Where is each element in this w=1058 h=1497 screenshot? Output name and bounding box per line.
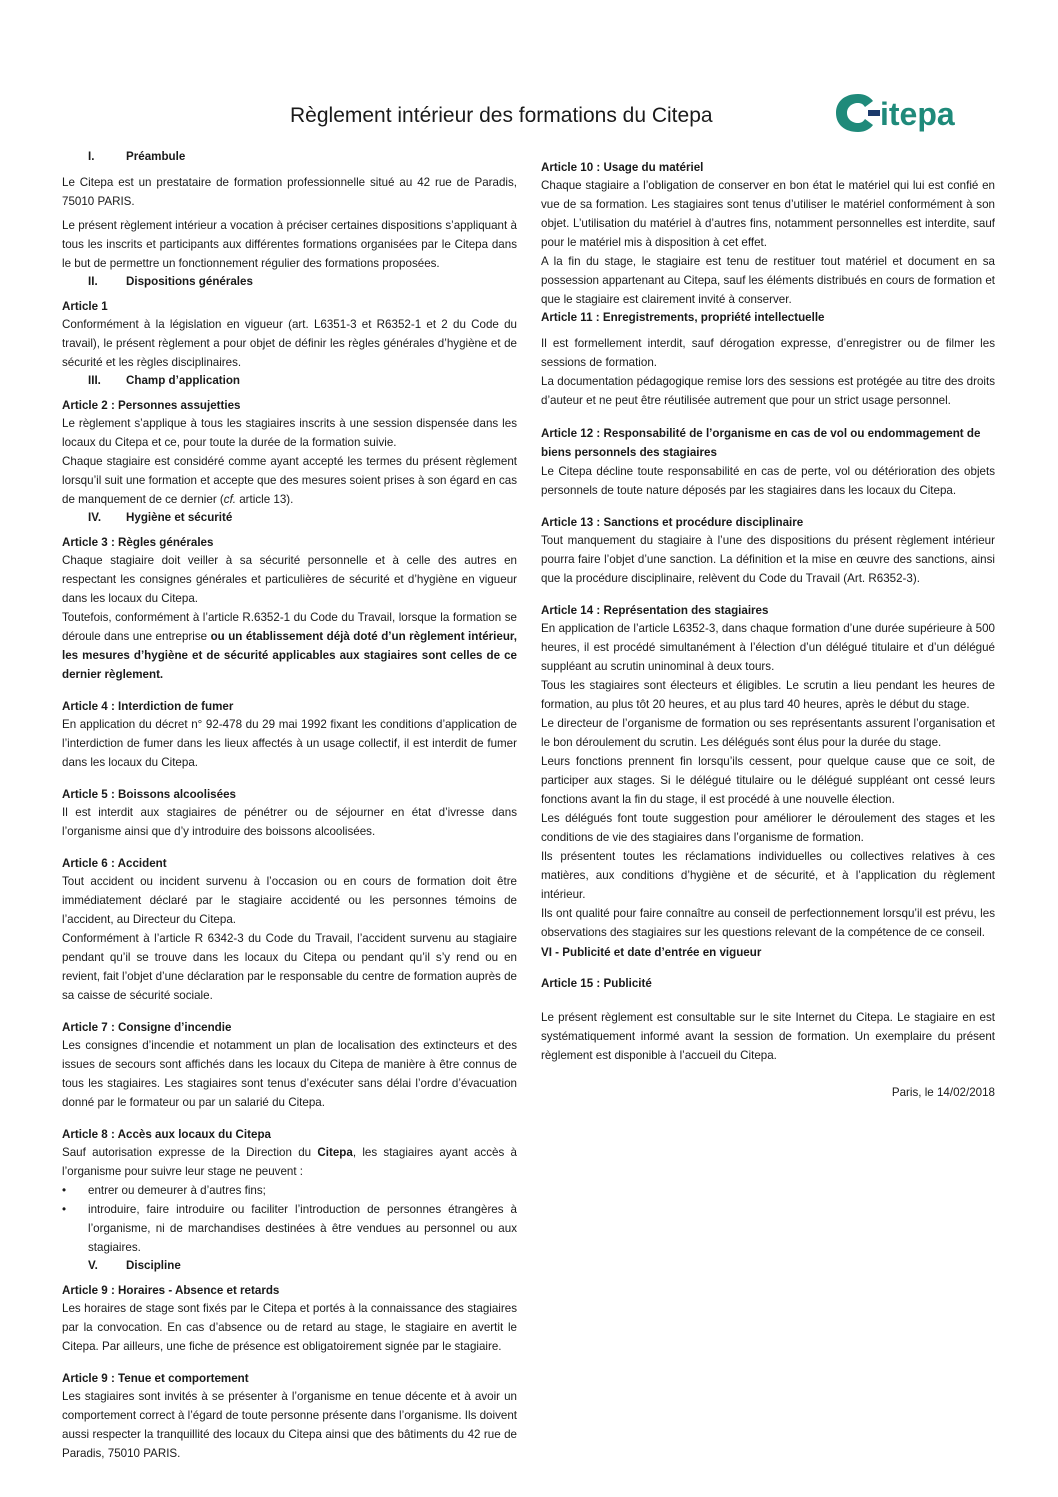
paragraph: Ils ont qualité pour faire connaître au conseil de perfectionnement lorsqu’il est prévu, les observations des stagiaires sur les questions relevant de la compétence de ce conseil.: [541, 907, 995, 939]
section-heading-1: I. Préambule: [88, 150, 186, 163]
paragraph: Les stagiaires sont invités à se présenter à l’organisme en tenue décente et à avoir un comportement correct à l’égard de toute personne présente dans l’organisme. Ils doivent aussi respecter la tranquillité des locaux du Citepa ainsi que des bâtiments du 42 rue de Paradis, 75010 PARIS.: [62, 1390, 517, 1460]
logo-mark-icon: [836, 94, 880, 132]
paragraph: Il est formellement interdit, sauf dérogation expresse, d’enregistrer ou de filmer les sessions de formation.: [541, 337, 995, 369]
citepa-logo: [832, 88, 982, 136]
paragraph: Chaque stagiaire est considéré comme ayant accepté les termes du présent règlement lorsqu’il suit une formation et accepte que des mesures soient prises à son égard en cas de manquement de ce dernier (cf. article 13).: [62, 455, 517, 506]
article-title: Article 15 : Publicité: [541, 977, 652, 990]
paragraph: En application du décret n° 92-478 du 29 mai 1992 fixant les conditions d’application de l’interdiction de fumer dans les lieux affectés à un usage collectif, il est interdit de fumer dans les locaux du Citepa.: [62, 718, 517, 769]
paragraph: Sauf autorisation expresse de la Direction du Citepa, les stagiaires ayant accès à l’organisme pour suivre leur stage ne peuvent :: [62, 1146, 517, 1178]
paragraph: Le Citepa décline toute responsabilité en cas de perte, vol ou détérioration des objets personnels de toute nature déposés par les stagiaires dans les locaux du Citepa.: [541, 465, 995, 497]
page-title: Règlement intérieur des formations du Citepa: [290, 104, 713, 127]
article-title: Article 13 : Sanctions et procédure disciplinaire: [541, 516, 804, 529]
paragraph: Les consignes d’incendie et notamment un plan de localisation des extincteurs et des issues de secours sont affichés dans les locaux du Citepa de manière à être connus de tous les stagiaires. Les stagiaires sont tenus d’exécuter sans délai l’ordre d’évacuation donné par le formateur ou par un salarié du Citepa.: [62, 1039, 517, 1109]
paragraph: La documentation pédagogique remise lors des sessions est protégée au titre des droits d’auteur et ne peut être réutilisée autrement que pour un strict usage personnel.: [541, 375, 995, 407]
article-title: Article 1: [62, 300, 108, 313]
paragraph: Tous les stagiaires sont électeurs et éligibles. Le scrutin a lieu pendant les heures de formation, au plus tôt 20 heures, et au plus tard 40 heures, après le début du stage.: [541, 679, 995, 711]
article-title: Article 8 : Accès aux locaux du Citepa: [62, 1128, 271, 1141]
paragraph: Il est interdit aux stagiaires de pénétrer ou de séjourner en état d’ivresse dans l’organisme ainsi que d’y introduire des boissons alcoolisées.: [62, 806, 517, 838]
article-title: Article 14 : Représentation des stagiaires: [541, 604, 769, 617]
section-heading-6: VI - Publicité et date d’entrée en vigueur: [541, 946, 762, 959]
right-column: [541, 159, 995, 1102]
left-column: [62, 148, 517, 1463]
paragraph: Le règlement s’applique à tous les stagiaires inscrits à une session dispensée dans les locaux du Citepa et ce, pour toute la durée de la formation suivie.: [62, 417, 517, 449]
article-title: Article 9 : Tenue et comportement: [62, 1372, 249, 1385]
article-title: Article 2 : Personnes assujetties: [62, 399, 241, 412]
paragraph: Le présent règlement est consultable sur le site Internet du Citepa. Le stagiaire en est systématiquement informé avant la session de formation. Un exemplaire du présent règlement est disponible à l’accueil du Citepa.: [541, 1011, 995, 1062]
list-item: • introduire, faire introduire ou faciliter l’introduction de personnes étrangères à l’organisme, ni de marchandises destinées à être vendues au personnel ou aux stagiaires.: [88, 1200, 517, 1257]
paragraph: En application de l’article L6352-3, dans chaque formation d’une durée supérieure à 500 heures, il est procédé simultanément à l’élection d’un délégué titulaire et d’un délégué suppléant au scrutin uninominal à deux tours.: [541, 622, 995, 673]
paragraph: Toutefois, conformément à l’article R.6352-1 du Code du Travail, lorsque la formation se déroule dans une entreprise ou un établissement déjà doté d’un règlement intérieur, les mesures d’hygiène et de sécurité applicables aux stagiaires sont celles de ce dernier règlement.: [62, 611, 517, 681]
article-title: Article 9 : Horaires - Absence et retards: [62, 1284, 280, 1297]
article-title: Article 3 : Règles générales: [62, 536, 214, 549]
paragraph: Ils présentent toutes les réclamations individuelles ou collectives relatives à ces matières, aux conditions d’hygiène et de sécurité, et à l’application du règlement intérieur.: [541, 850, 995, 901]
paragraph: Chaque stagiaire doit veiller à sa sécurité personnelle et à celle des autres en respectant les consignes générales et particulières de sécurité et d’hygiène en vigueur dans les locaux du Citepa.: [62, 554, 517, 605]
article-title: Article 11 : Enregistrements, propriété intellectuelle: [541, 311, 825, 324]
paragraph: Les horaires de stage sont fixés par le Citepa et portés à la connaissance des stagiaires par la convocation. En cas d’absence ou de retard au stage, le stagiaire en avertit le Citepa. Par ailleurs, une fiche de présence est obligatoirement signée par le stagiaire.: [62, 1302, 517, 1353]
paragraph: Conformément à l’article R 6342-3 du Code du Travail, l’accident survenu au stagiaire pendant qu’il se trouve dans les locaux du Citepa ou pendant qu’il s’y rend ou en revient, fait l’objet d’une déclaration par le responsable du centre de formation auprès de sa caisse de sécurité sociale.: [62, 932, 517, 1002]
paragraph: Le directeur de l’organisme de formation ou ses représentants assurent l’organisation et le bon déroulement du scrutin. Les délégués sont élus pour la durée du stage.: [541, 717, 995, 749]
paragraph: Le présent règlement intérieur a vocation à préciser certaines dispositions s’appliquant à tous les inscrits et participants aux différentes formations organisées par le Citepa dans le but de permettre un fonctionnement régulier des formations proposées.: [62, 219, 517, 270]
paragraph: A la fin du stage, le stagiaire est tenu de restituer tout matériel et document en sa possession appartenant au Citepa, sauf les éléments distribués en cours de formation et que le stagiaire est clairement invité à conserver.: [541, 255, 995, 306]
article-title: Article 4 : Interdiction de fumer: [62, 700, 234, 713]
logo-text: itepa: [880, 96, 955, 132]
paragraph: Chaque stagiaire a l’obligation de conserver en bon état le matériel qui lui est confié en vue de sa formation. Les stagiaires sont tenus d’utiliser le matériel conformément à son objet. L’utilisation du matériel à d’autres fins, notamment personnelles est interdite, sauf pour le matériel mis à disposition à cet effet.: [541, 179, 995, 249]
section-heading-5: V. Discipline: [88, 1259, 181, 1272]
article-title: Article 7 : Consigne d’incendie: [62, 1021, 232, 1034]
paragraph: Conformément à la législation en vigueur (art. L6351-3 et R6352-1 et 2 du Code du travail), le présent règlement a pour objet de définir les règles générales d’hygiène et de sécurité et les règles disciplinaires.: [62, 318, 517, 369]
article-title: Article 5 : Boissons alcoolisées: [62, 788, 236, 801]
article-title: Article 12 : Responsabilité de l’organisme en cas de vol ou endommagement de biens personnels des stagiaires: [541, 427, 981, 459]
list-item: • entrer ou demeurer à d’autres fins;: [88, 1181, 517, 1200]
section-heading-3: III. Champ d’application: [88, 374, 241, 387]
article-title: Article 6 : Accident: [62, 857, 167, 870]
section-heading-4: IV. Hygiène et sécurité: [88, 511, 233, 524]
paragraph: Le Citepa est un prestataire de formation professionnelle situé au 42 rue de Paradis, 75010 PARIS.: [62, 176, 517, 208]
article-title: Article 10 : Usage du matériel: [541, 161, 704, 174]
bullet-list: [62, 1181, 517, 1257]
section-heading-2: II. Dispositions générales: [88, 275, 253, 288]
paragraph: Tout manquement du stagiaire à l’une des dispositions du présent règlement intérieur pourra faire l’objet d’une sanction. La définition et la mise en œuvre des sanctions, ainsi que la procédure disciplinaire, relèvent du Code du Travail (Art. R6352-3).: [541, 534, 995, 585]
paragraph: Tout accident ou incident survenu à l’occasion ou en cours de formation doit être immédiatement déclaré par le stagiaire accidenté ou les personnes témoins de l’accident, au Directeur du Citepa.: [62, 875, 517, 926]
paragraph: Les délégués font toute suggestion pour améliorer le déroulement des stages et les conditions de vie des stagiaires dans l’organisme de formation.: [541, 812, 995, 844]
paragraph: Leurs fonctions prennent fin lorsqu’ils cessent, pour quelque cause que ce soit, de participer aux stages. Si le délégué titulaire ou le délégué suppléant ont cessé leurs fonctions avant la fin du stage, il est procédé à une nouvelle élection.: [541, 755, 995, 806]
signature-date: Paris, le 14/02/2018: [891, 1086, 995, 1099]
